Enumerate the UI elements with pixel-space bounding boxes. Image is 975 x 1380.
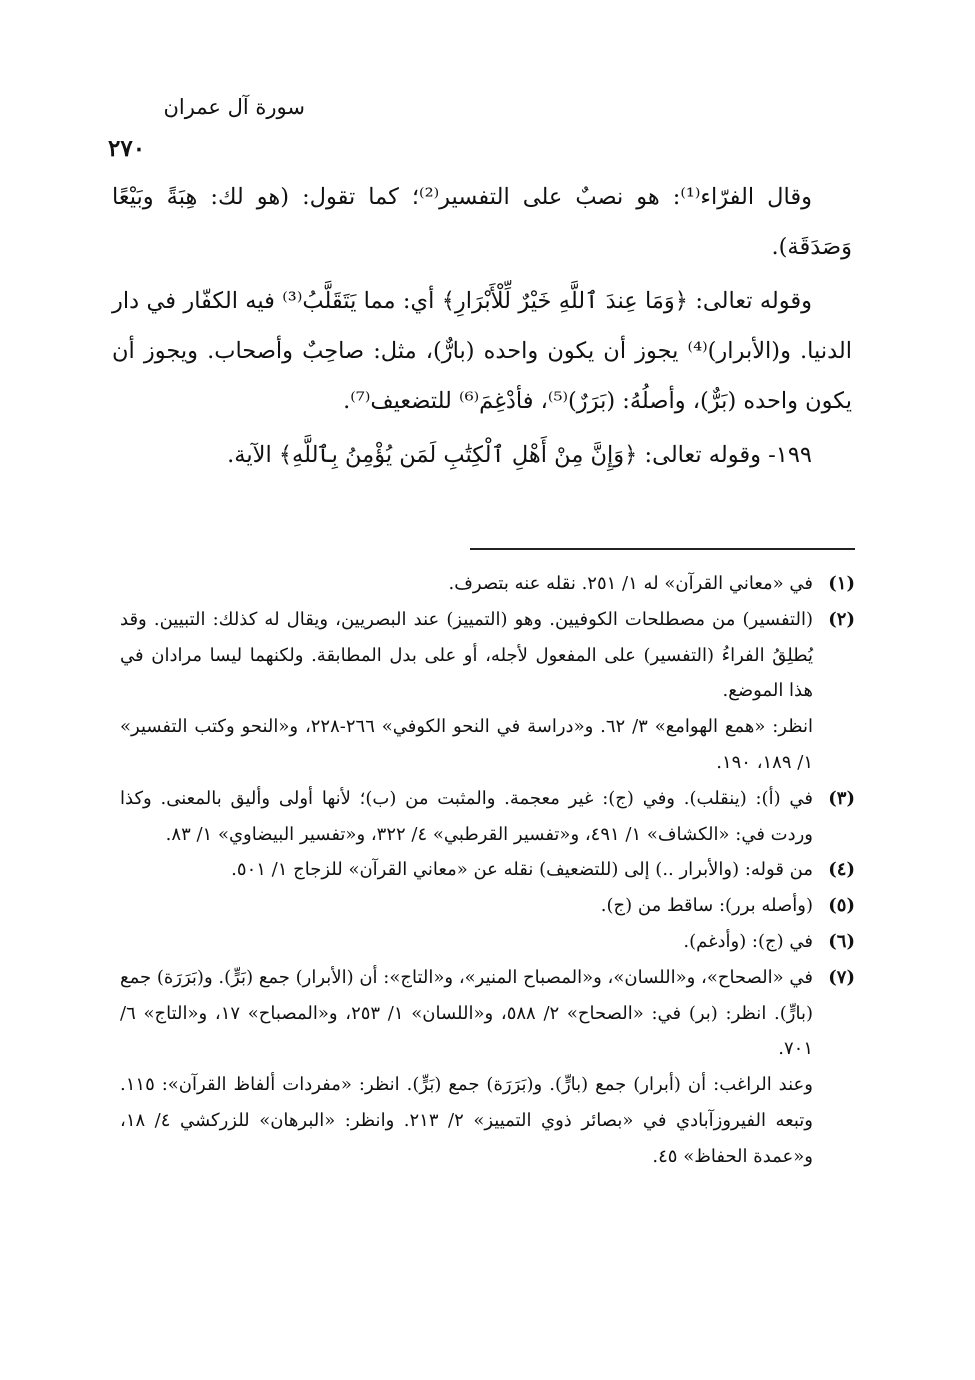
page-number: ٢٧٠ bbox=[108, 135, 146, 162]
footnote-number: (٤) bbox=[828, 859, 855, 881]
footnote-number: (٥) bbox=[828, 895, 855, 917]
footnote-text: (وأصله برر): ساقط من (ج). bbox=[600, 895, 813, 917]
footnote-4 bbox=[120, 852, 855, 888]
paragraph-farra: وقال الفرّاء⁽¹⁾: هو نصبٌ على التفسير⁽²⁾؛ كما تقول: (هو لك: هِبَةً وبَيْعًا وَصَدَقَة). bbox=[112, 184, 852, 260]
footnote-divider bbox=[470, 548, 855, 550]
footnote-number: (٧) bbox=[828, 966, 855, 988]
footnote-5 bbox=[120, 888, 855, 924]
paragraph-abrar: وقوله تعالى: ﴿وَمَا عِندَ ٱللَّهِ خَيْرٌ لِّلْأَبْرَارِ﴾ أي: مما يَتَقَلَّبُ⁽³⁾ فيه الكفّار في دار الدنيا. و(الأبرار)⁽⁴⁾ يجوز أن يكون واحده (بارٌّ)، مثل: صاحِبٌ وأصحاب. ويجوز أن يكون واحده (بَرٌّ)، وأصلُهُ: (بَرَرٌ)⁽⁵⁾، فأدْغِمَ⁽⁶⁾ للتضعيف⁽⁷⁾. bbox=[112, 288, 853, 414]
footnote-number: (١) bbox=[828, 573, 855, 594]
footnote-text: في «الصحاح»، و«اللسان»، و«المصباح المنير»، و«التاج»: أن (الأبرار) جمع (بَرٍّ). و(بَرَرَة) جمع (بارٍّ). انظر: (بر) في: «الصحاح» ٢/ ٥٨٨، و«اللسان» ١/ ٢٥٣، و«المصباح» ١٧، و«التاج» ٦/ ٧٠١. bbox=[120, 966, 813, 1060]
footnote-text: من قوله: (والأبرار ..) إلى (للتضعيف) نقله عن «معاني القرآن» للزجاج ١/ ٥٠١. bbox=[231, 859, 813, 881]
footnote-text: في (أ): (ينقلب). وفي (ج): غير معجمة. والمثبت من (ب)؛ لأنها أولى وأليق بالمعنى. وكذا وردت في: «الكشاف» ١/ ٤٩١، و«تفسير القرطبي» ٤/ ٣٢٢، و«تفسير البيضاوي» ١/ ٨٣. bbox=[120, 787, 813, 845]
footnote-text: وعند الراغب: أن (أبرار) جمع (بارٍّ). و(بَرَرَة) جمع (بَرٍّ). انظر: «مفردات ألفاظ القرآن»: ١١٥. وتبعه الفيروزآبادي في «بصائر ذوي التمييز» ٢/ ٢١٣. وانظر: «البرهان» للزركشي ٤/ ١٨، و«عمدة الحفاظ» ٤٥. bbox=[120, 1074, 813, 1167]
footnotes bbox=[120, 566, 855, 1175]
footnote-text: انظر: «همع الهوامع» ٣/ ٦٢. و«دراسة في النحو الكوفي» ٢٦٦-٢٢٨، و«النحو وكتب التفسير» ١/ ١٨٩، ١٩٠. bbox=[120, 716, 813, 773]
paragraph-verse-199: ١٩٩- وقوله تعالى: ﴿وَإِنَّ مِنْ أَهْلِ ٱلْكِتَٰبِ لَمَن يُؤْمِنُ بِٱللَّهِ﴾ الآية. bbox=[227, 442, 812, 468]
footnote-number: (٦) bbox=[828, 930, 855, 952]
footnote-7 bbox=[120, 960, 855, 1175]
footnote-2 bbox=[120, 602, 855, 781]
footnote-text: في (ج): (وأدغم). bbox=[683, 930, 813, 952]
footnote-6 bbox=[120, 924, 855, 960]
footnote-1 bbox=[120, 566, 855, 602]
footnote-text: في «معاني القرآن» له ١/ ٢٥١. نقله عنه بتصرف. bbox=[448, 573, 813, 594]
running-header-title: سورة آل عمران bbox=[163, 95, 305, 119]
footnote-3 bbox=[120, 781, 855, 853]
footnote-text: (التفسير) من مصطلحات الكوفيين. وهو (التمييز) عند البصريين، ويقال له كذلك: التبيين. وقد يُطلِقُ الفراءُ (التفسير) على المفعول لأجله، أو على بدل المطابقة. ولكنهما ليسا مرادان في هذا الموضع. bbox=[120, 608, 813, 702]
footnote-number: (٢) bbox=[828, 608, 855, 630]
footnote-number: (٣) bbox=[828, 787, 855, 809]
main-text bbox=[112, 172, 852, 484]
